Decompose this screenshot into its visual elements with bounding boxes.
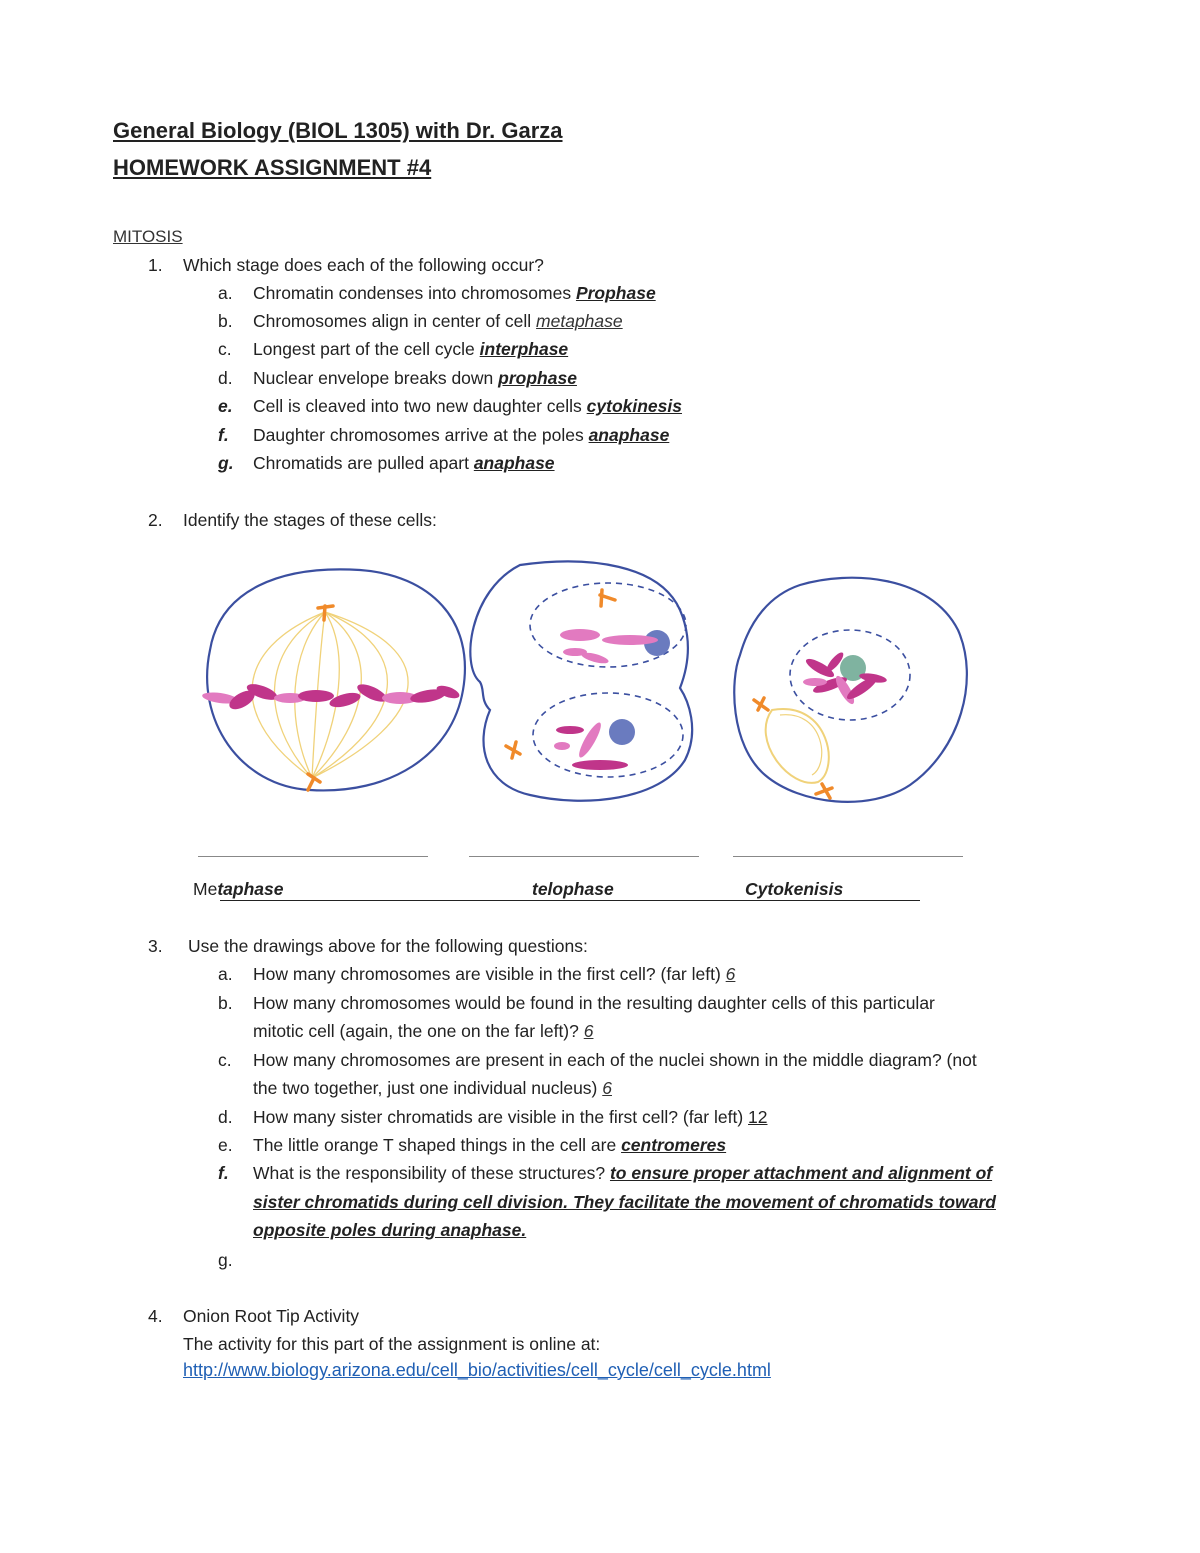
q1-item-answer: interphase bbox=[479, 339, 569, 359]
section-heading: MITOSIS bbox=[113, 227, 183, 246]
q1-item bbox=[253, 453, 555, 474]
stage-label-2: telophase bbox=[532, 879, 614, 899]
q1-item-text: Longest part of the cell cycle bbox=[253, 339, 480, 359]
q1-item-letter: a. bbox=[218, 283, 233, 303]
q1-number: 1. bbox=[148, 255, 163, 275]
q3-d-letter: d. bbox=[218, 1107, 233, 1127]
q3-e-text: The little orange T shaped things in the cell are bbox=[253, 1135, 622, 1155]
q1-item bbox=[253, 368, 577, 389]
q4-text: The activity for this part of the assignment is online at: bbox=[183, 1334, 601, 1354]
q3-b-answer: 6 bbox=[583, 1021, 594, 1041]
q3-b-letter: b. bbox=[218, 993, 233, 1013]
cytokinesis-cell bbox=[734, 578, 967, 802]
q4-title: Onion Root Tip Activity bbox=[183, 1306, 360, 1326]
q3-b-line1: How many chromosomes would be found in the resulting daughter cells of this particular bbox=[253, 993, 935, 1013]
q2-text: Identify the stages of these cells: bbox=[183, 510, 437, 530]
q1-item bbox=[253, 283, 656, 304]
q3-c-line2 bbox=[253, 1078, 612, 1099]
q1-item-answer: Prophase bbox=[575, 283, 656, 303]
q1-item-letter: d. bbox=[218, 368, 233, 388]
q1-item-text: Cell is cleaved into two new daughter cells bbox=[253, 396, 587, 416]
q1-item-letter: b. bbox=[218, 311, 233, 331]
q3-a bbox=[253, 964, 735, 985]
q4-number: 4. bbox=[148, 1306, 163, 1326]
q3-b-text: mitotic cell (again, the one on the far left)? bbox=[253, 1021, 584, 1041]
q3-b-line2 bbox=[253, 1021, 593, 1042]
q1-item-answer: cytokinesis bbox=[586, 396, 682, 416]
q3-text: Use the drawings above for the following questions: bbox=[188, 936, 588, 956]
activity-link[interactable]: http://www.biology.arizona.edu/cell_bio/activities/cell_cycle/cell_cycle.html bbox=[183, 1360, 771, 1380]
q3-f-answer-1: to ensure proper attachment and alignment of bbox=[609, 1163, 993, 1183]
q3-number: 3. bbox=[148, 936, 163, 956]
q3-f bbox=[253, 1163, 992, 1184]
q3-a-answer: 6 bbox=[725, 964, 736, 984]
answer-line bbox=[198, 856, 428, 857]
q1-item-text: Nuclear envelope breaks down bbox=[253, 368, 499, 388]
metaphase-cell bbox=[201, 569, 464, 790]
q3-f-answer-2: sister chromatids during cell division. They facilitate the movement of chromatids toward bbox=[253, 1192, 996, 1212]
q3-c-answer: 6 bbox=[602, 1078, 612, 1098]
q1-item-answer: prophase bbox=[498, 368, 577, 388]
q3-e bbox=[253, 1135, 726, 1156]
cell-diagram bbox=[190, 550, 980, 810]
q3-e-answer: centromeres bbox=[621, 1135, 727, 1155]
q3-c-line1: How many chromosomes are present in each of the nuclei shown in the middle diagram? (not bbox=[253, 1050, 977, 1070]
stage-label-underline bbox=[220, 900, 920, 901]
q1-item bbox=[253, 311, 623, 332]
stage-label-1 bbox=[193, 879, 283, 900]
q3-g-letter: g. bbox=[218, 1250, 233, 1270]
q1-item-letter: e. bbox=[218, 396, 233, 416]
q1-item-text: Chromatin condenses into chromosomes bbox=[253, 283, 576, 303]
q2-number: 2. bbox=[148, 510, 163, 530]
q3-d-text: How many sister chromatids are visible in the first cell? (far left) bbox=[253, 1107, 749, 1127]
q1-item-letter: f. bbox=[218, 425, 229, 445]
q3-f-text: What is the responsibility of these structures? bbox=[253, 1163, 610, 1183]
telophase-cell bbox=[470, 561, 692, 800]
q1-item-text: Chromatids are pulled apart bbox=[253, 453, 474, 473]
answer-line bbox=[733, 856, 963, 857]
q3-d-answer: 12 bbox=[748, 1107, 768, 1127]
q1-item-text: Chromosomes align in center of cell bbox=[253, 311, 537, 331]
course-title: General Biology (BIOL 1305) with Dr. Garza bbox=[113, 118, 563, 143]
q1-item-answer: metaphase bbox=[536, 311, 623, 331]
q3-c-text: the two together, just one individual nucleus) bbox=[253, 1078, 603, 1098]
q3-f-letter: f. bbox=[218, 1163, 229, 1183]
stage-label-3: Cytokenisis bbox=[745, 879, 844, 899]
q1-item-answer: anaphase bbox=[588, 425, 670, 445]
q3-d bbox=[253, 1107, 768, 1128]
q1-item bbox=[253, 425, 669, 446]
q1-text: Which stage does each of the following occur? bbox=[183, 255, 544, 275]
q3-c-letter: c. bbox=[218, 1050, 232, 1070]
q3-e-letter: e. bbox=[218, 1135, 233, 1155]
q1-item bbox=[253, 396, 682, 417]
q1-item-answer: anaphase bbox=[473, 453, 555, 473]
q3-f-answer-3: opposite poles during anaphase. bbox=[253, 1220, 527, 1240]
assignment-title: HOMEWORK ASSIGNMENT #4 bbox=[113, 155, 432, 180]
stage-label-1-prefix: Me bbox=[193, 879, 218, 899]
q1-item-text: Daughter chromosomes arrive at the poles bbox=[253, 425, 589, 445]
q1-item-letter: c. bbox=[218, 339, 232, 359]
q1-item bbox=[253, 339, 568, 360]
q3-a-text: How many chromosomes are visible in the first cell? (far left) bbox=[253, 964, 726, 984]
q1-item-letter: g. bbox=[218, 453, 234, 473]
answer-line bbox=[469, 856, 699, 857]
stage-label-1-answer: taphase bbox=[217, 879, 284, 899]
q3-a-letter: a. bbox=[218, 964, 233, 984]
